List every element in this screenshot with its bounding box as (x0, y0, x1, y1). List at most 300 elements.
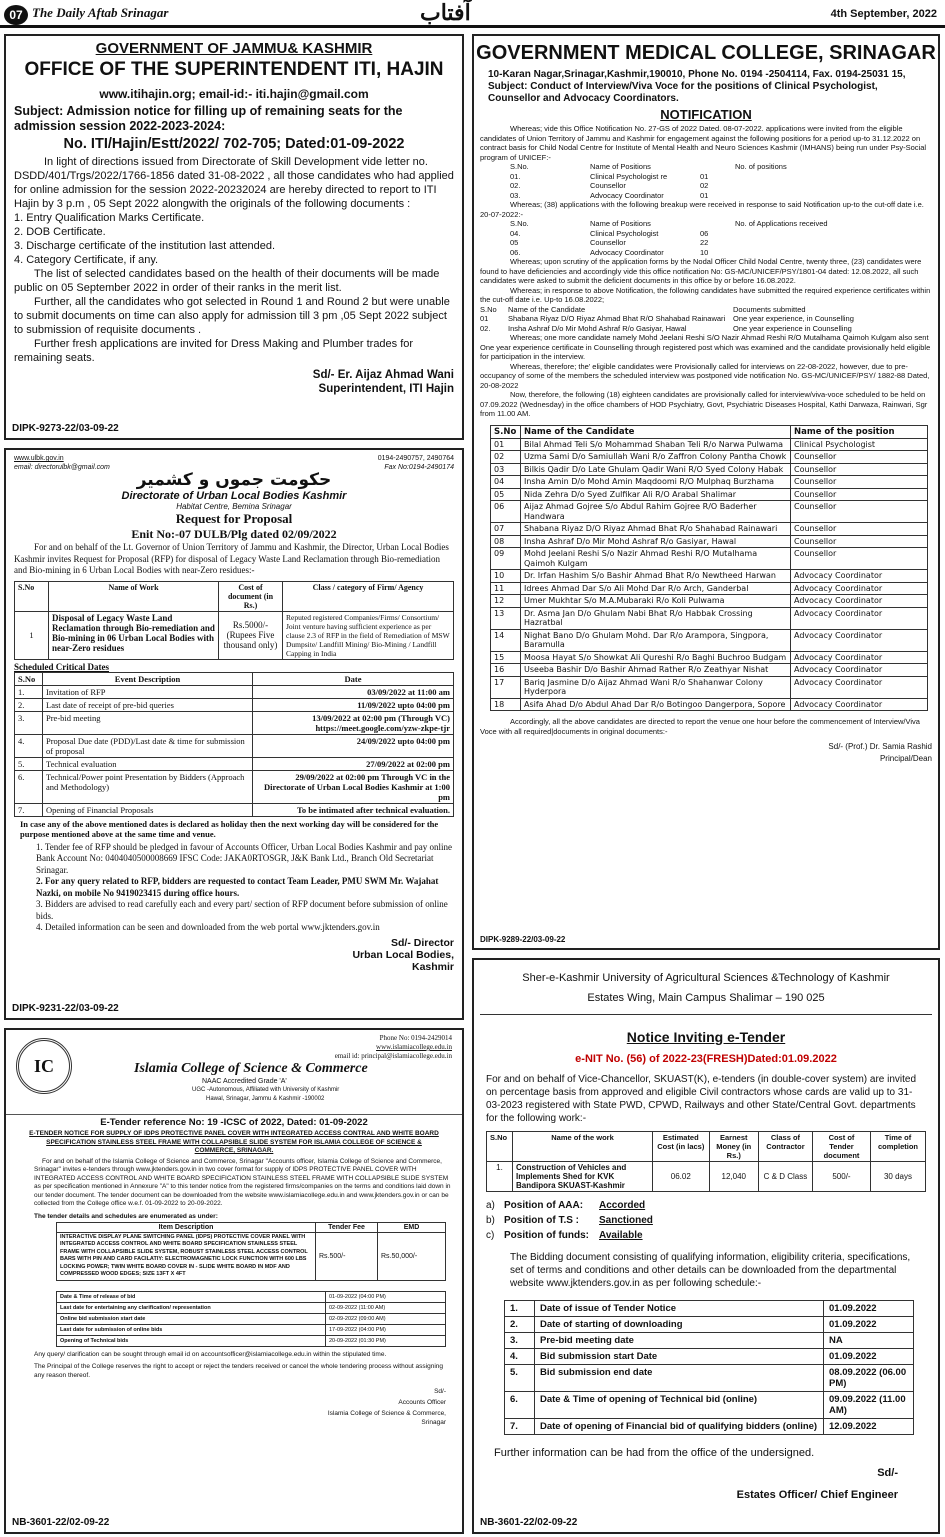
cand-position: Advocacy Coordinator (791, 607, 928, 629)
gmc-p1: Whereas; vide this Office Notification No. 27-GS of 2022 Dated. 08-07-2022. applications were invited from the eligible candidates of Union Territory of Jammu and Kashmir for engagement against the following positions for a period up-to 31.12.2022 on contract basis for Child Nodal Centre for Institute of Mental Health and Neuro Sciences Kashmir (IMHANS) being run under Psy-Social program of UNICEF:- (480, 124, 927, 162)
cand-sno: 17 (491, 676, 521, 698)
skuast-title-2: Estates Wing, Main Campus Shalimar – 190 025 (587, 992, 825, 1004)
ulb-sched-event: Technical/Power point Presentation by Bidders (Approach and Methodology) (43, 770, 253, 803)
skuast-col-cost: Estimated Cost (in lacs) (653, 1132, 710, 1162)
cand-position: Counsellor (791, 488, 928, 501)
table-row (491, 488, 928, 501)
cand-position: Advocacy Coordinator (791, 570, 928, 583)
cand-position: Advocacy Coordinator (791, 629, 928, 651)
icsc-nb: NB-3601-22/02-09-22 (12, 1517, 110, 1528)
icsc-tender-notice (4, 1028, 464, 1534)
skuast-sign-2: Estates Officer/ Chief Engineer (736, 1489, 898, 1501)
ulb-sched-col-date: Date (253, 672, 454, 685)
cand-name: Bilkis Qadir D/o Late Ghulam Qadir Wani R/O Syed Colony Habak (521, 463, 791, 476)
icsc-query: Any query/ clarification can be sought through email id on accountsofficer@islamiacollege.edu.in within the stipulated time. (34, 1350, 387, 1358)
ulb-directorate: Directorate of Urban Local Bodies Kashmir (121, 490, 347, 502)
gmc-p4: Whereas; in response to above Notification, the following candidates have submitted the required experience certificates within the cut-off date i.e. Up-to 16.08.2022; (480, 285, 931, 304)
cand-sno: 11 (491, 582, 521, 595)
ulb-note-item: 3. Bidders are advised to read carefully each and every part/ section of RFP document before submission of online bids. (36, 899, 448, 921)
gmc-t1-cell: 02. (510, 181, 521, 190)
skuast-sched-date: 08.09.2022 (06.00 PM) (824, 1365, 914, 1392)
ulb-sched-sno: 5. (15, 757, 43, 770)
ulb-col-cost: Cost of document (in Rs.) (219, 581, 283, 611)
page-number: 07 (4, 5, 28, 25)
gmc-sign-title: Principal/Dean (879, 753, 932, 763)
skuast-nb: NB-3601-22/02-09-22 (480, 1517, 578, 1528)
table-row (505, 1365, 914, 1392)
skuast-pos-letter: a) (486, 1200, 495, 1211)
icsc-col-emd: EMD (378, 1222, 446, 1232)
icsc-web: www.islamiacollege.edu.in (376, 1043, 452, 1051)
ulb-sched-sno: 1. (15, 685, 43, 698)
cand-name: Nida Zehra D/o Syed Zulfikar Ali R/O Arabal Shalimar (521, 488, 791, 501)
ulb-website: www.ulbk.gov.in (14, 455, 64, 462)
cand-sno: 13 (491, 607, 521, 629)
cand-name: Useeba Bashir D/o Bashir Ahmad Rather R/o Zeathyar Nishat (521, 664, 791, 677)
gmc-t3-cell: Insha Ashraf D/o Mir Mohd Ashraf R/o Gasiyar, Hawal (508, 323, 687, 333)
cand-name: Bariq Jasmine D/o Aijaz Ahmad Wani R/o Shahanwar Colony Hyderpora (521, 676, 791, 698)
table-row (491, 523, 928, 536)
skuast-sched-event: Date of starting of downloading (535, 1317, 824, 1333)
gmc-t3-cell: 02. (480, 323, 491, 333)
table-row (491, 629, 928, 651)
cand-position: Advocacy Coordinator (791, 676, 928, 698)
cand-col-sno: S.No (491, 425, 521, 438)
ulb-email: email: directorulbk@gmail.com (14, 464, 110, 471)
table-row (57, 1291, 446, 1302)
icsc-item-desc: INTERACTIVE DISPLAY PLANE SWITCHING PANEL (IDPS) PROTECTIVE COVER PANEL WITH INTEGRATED ACCESS CONTROL AND WHITE BOARD SPECIFICATION STAINLESS STEEL FRAME WITH COLLAPSIBLE SLIDE SYSTEM, ROBUST STAINLESS STEEL ACCESS CONTROL BARS WITH PIN AND CARD FACILATIY: ELECTROMAGNETIC LOCK FUNCTION WITH 600 LBS LOCKING POWER; TWIN WHITE BOARD COVER IN - SLIDE WHITE BOARD IN MDF AND COMPRESSED WOOD EDGES; SIZE 13FT X 4FT (57, 1232, 316, 1280)
skuast-sched-event: Bid submission start Date (535, 1349, 824, 1365)
ulb-work-table (14, 581, 454, 660)
icsc-reserve: The Principal of the College reserves the right to accept or reject the tenders received or cancel the whole tendering process without assigning any reason thereof. (34, 1363, 444, 1379)
ulb-intro: For and on behalf of the Lt. Governor of Union Territory of Jammu and Kashmir, the Director, Urban Local Bodies Kashmir invites Request for Proposal (RFP) for disposal of Legacy Waste Land Reclamation through Bio-remediation and Bio-mining in 6 Urban Local Bodies with near-Zero residues:- (14, 542, 449, 575)
icsc-dates-table (56, 1291, 446, 1347)
paper-name: The Daily Aftab Srinagar (32, 5, 169, 20)
ulb-col-class: Class / category of Firm/ Agency (283, 581, 454, 611)
skuast-pos-label: Position of T.S : (504, 1215, 579, 1226)
table-row (491, 664, 928, 677)
cand-sno: 02 (491, 451, 521, 464)
icsc-naac: NAAC Accredited Grade 'A' (202, 1078, 287, 1085)
skuast-col-doc: Cost of Tender document (812, 1132, 870, 1162)
table-row (15, 770, 454, 803)
icsc-sign-4: Srinagar (421, 1419, 446, 1426)
iti-para4: Further fresh applications are invited for Dress Making and Plumber trades for remaining seats. (14, 338, 414, 364)
gmc-p2: Whereas; (38) applications with the following breakup were received in response to said Notification up-to the cut-off date i.e. 20-07-2022:- (480, 200, 924, 219)
gmc-t1-cell: Advocacy Coordinator (590, 190, 664, 200)
icsc-sched-label: The tender details and schedules are enumerated as under: (34, 1212, 218, 1220)
iti-doc-item: 1. Entry Qualification Marks Certificate. (14, 212, 205, 224)
gmc-heading: NOTIFICATION (660, 107, 752, 122)
table-row (491, 438, 928, 451)
issue-date: 4th September, 2022 (830, 8, 937, 20)
gmc-t3-h1: Name of the Candidate (508, 304, 586, 314)
skuast-sched-sno: 7. (505, 1419, 535, 1435)
icsc-logo: IC (16, 1038, 72, 1094)
gmc-applications-table (510, 219, 932, 257)
skuast-sched-event: Date of issue of Tender Notice (535, 1301, 824, 1317)
cand-position: Advocacy Coordinator (791, 698, 928, 711)
table-row (491, 651, 928, 664)
ulb-fax: Fax No:0194-2490174 (384, 464, 454, 471)
gmc-p3: Whereas; upon scrutiny of the application forms by the Nodal Officer Child Nodal Centre, twenty three, (23) candidates were found to have deficiencies and accordingly vide this office notification No: GS-MC/UNICEF/PSY/1801-04 dated: 12.08.2022, all such candidates were asked to submit the deficient documents in this office by or before 16.08.2022. (480, 257, 922, 285)
icsc-item-table (56, 1222, 446, 1281)
ulb-sched-event: Technical evaluation (43, 757, 253, 770)
ulb-sched-col-sno: S.No (15, 672, 43, 685)
ulb-sched-event: Invitation of RFP (43, 685, 253, 698)
ulb-notes (36, 842, 454, 934)
icsc-date-value: 02-09-2022 (09:00 AM) (326, 1313, 446, 1324)
cand-position: Counsellor (791, 523, 928, 536)
iti-gov: GOVERNMENT OF JAMMU& KASHMIR (95, 40, 373, 57)
icsc-col-fee: Tender Fee (316, 1222, 378, 1232)
cand-col-name: Name of the Candidate (521, 425, 791, 438)
table-row (505, 1419, 914, 1435)
table-row (491, 582, 928, 595)
skuast-pos-value: Accorded (599, 1200, 646, 1211)
ulb-sched-event: Pre-bid meeting (43, 711, 253, 734)
gmc-t1-cell: Clinical Psychologist re (590, 171, 668, 181)
skuast-work-class: C & D Class (758, 1162, 812, 1192)
cand-position: Counsellor (791, 476, 928, 489)
icsc-body: For and on behalf of the Islamia College of Science and Commerce, Srinagar "Accounts officer, Islamia College of Science and Commerce, Srinagar" invites e-tenders through www.jktenders.gov.in in two cover format for supply of IDPS PROTECTIVE PANEL COVER WITH INTEGRATED ACCESS CONTROL AND WHITE BOARD SPECIFICATION STAINLESS STEEL FRAME WITH COLLAPSIBLE SLIDE SYSTEM as per specification mentioned in Annexure "A" to this tender notice from the registered firms/companies on the terms and conditions laid down in our tender document. The tender document can be downloaded from the website www.islamiacollege.edu.in and www.jktenders.gov.in or can be collected from the College office w.e.f. 01-09-2022 to 20-09-2022. (34, 1157, 451, 1207)
gmc-t2-cell: Advocacy Coordinator (590, 247, 664, 257)
ulb-col-sno: S.No (15, 581, 49, 611)
cand-name: Insha Ashraf D/o Mir Mohd Ashraf R/o Gasiyar, Hawal (521, 535, 791, 548)
ulb-sched-col-event: Event Description (43, 672, 253, 685)
gmc-t2-cell: 06 (700, 228, 709, 238)
skuast-work-sno: 1. (487, 1162, 513, 1192)
table-row (505, 1333, 914, 1349)
table-row (491, 451, 928, 464)
ulb-sched-sno: 6. (15, 770, 43, 803)
icsc-item-emd: Rs.50,000/- (378, 1232, 446, 1280)
cand-sno: 10 (491, 570, 521, 583)
table-row (491, 548, 928, 570)
gmc-t3-cell: Shabana Riyaz D/O Riyaz Ahmad Bhat R/O Shahabad Rainawari (508, 314, 726, 323)
iti-doc-item: 3. Discharge certificate of the institution last attended. (14, 240, 276, 252)
gmc-t2-cell: 10 (700, 247, 709, 257)
ulb-address: Habitat Centre, Bemina Srinagar (176, 502, 292, 511)
iti-para1: In light of directions issued from Directorate of Skill Development vide letter no. DSDD/401/Trgs/2022/1766-1856 dated 31-08-2022 , all those candidates who had applied for online admission for the session 2022-20232024 are hereby directed to report to ITI Hajin by 3 p.m , 05 Sept 2022 alongwith the originals of the following documents : (14, 156, 454, 210)
skuast-intro: For and on behalf of Vice-Chancellor, SKUAST(K), e-tenders (in double-cover system) are invited on percentage basis from approved and eligible Civil contractors whose cards are valid up to 31-03-2023 registered with State PWD, CPWD, Railways and other State/Central Govt. departments for the following work:- (486, 1074, 917, 1124)
iti-subject: Subject: Admission notice for filling up of remaining seats for the admission session 2022-2023-2024: (14, 104, 403, 133)
cand-name: Bilal Ahmad Teli S/o Mohammad Shaban Teli R/o Narwa Pulwama (521, 438, 791, 451)
masthead-logo: آفتاب (420, 0, 471, 26)
skuast-col-time: Time of completion (870, 1132, 925, 1162)
skuast-work-cost: 06.02 (653, 1162, 710, 1192)
ulb-sched-event: Proposal Due date (PDD)/Last date & time for submission of proposal (43, 734, 253, 757)
ulb-sched-sno: 2. (15, 698, 43, 711)
ulb-sched-date: To be intimated after technical evaluation. (253, 803, 454, 816)
iti-contact: www.itihajin.org; email-id:- iti.hajin@gmail.com (99, 87, 369, 101)
cand-position: Counsellor (791, 501, 928, 523)
skuast-sched-sno: 6. (505, 1392, 535, 1419)
gmc-t1-h2: No. of positions (735, 162, 787, 171)
skuast-sched-event: Date of opening of Financial bid of qualifying bidders (online) (535, 1419, 824, 1435)
cand-position: Advocacy Coordinator (791, 651, 928, 664)
icsc-phone: Phone No: 0194-2429014 (379, 1034, 452, 1042)
icsc-addr: Hawal, Srinagar, Jammu & Kashmir -190002 (206, 1096, 325, 1102)
cand-sno: 08 (491, 535, 521, 548)
iti-para2: The list of selected candidates based on the health of their documents will be made public on 05 September 2022 in order of their ranks in the merit list. (14, 268, 440, 294)
ulb-enit: Enit No:-07 DULB/Plg dated 02/09/2022 (131, 527, 337, 541)
cand-sno: 09 (491, 548, 521, 570)
ulb-sched-date: 29/09/2022 at 02:00 pm Through VC in the Directorate of Urban Local Bodies Kashmir at 1:00 pm (253, 770, 454, 803)
cand-position: Counsellor (791, 451, 928, 464)
icsc-email: email id: principal@islamiacollege.edu.in (334, 1052, 452, 1060)
icsc-sign-3: Islamia College of Science & Commerce, (327, 1410, 446, 1417)
ulb-sched-title: Scheduled Critical Dates (14, 661, 109, 672)
table-row (491, 463, 928, 476)
icsc-date-label: Online bid submission start date (57, 1313, 326, 1324)
table-row (15, 698, 454, 711)
icsc-subject: E-TENDER NOTICE FOR SUPPLY OF IDPS PROTECTIVE PANEL COVER WITH INTEGRATED ACCESS CONTRAL AND WHITE BOARD SPECIFICATION STAINLESS STEEL FRAME WITH COLLAPSIBLE SLIDE SYSTEM FOR ISLAMIA COLLEGE OF SCIENCE & COMMERCE, SRINAGAR. (29, 1130, 439, 1154)
table-row (57, 1302, 446, 1313)
icsc-date-value: 17-09-2022 (04:00 PM) (326, 1324, 446, 1335)
ulb-rfp-notice (4, 448, 464, 1020)
cand-sno: 06 (491, 501, 521, 523)
gmc-t3-h2: Documents submitted (733, 304, 806, 314)
cand-name: Insha Amin D/o Mohd Amin Maqdoomi R/O Mulphaq Burzhama (521, 476, 791, 489)
gmc-t1-cell: 01 (700, 190, 709, 200)
cand-sno: 14 (491, 629, 521, 651)
gmc-positions-table (510, 162, 932, 200)
ulb-work-class: Reputed registered Companies/Firms/ Consortium/ Joint venture having sufficient experience as per clause 2.3 of RFP in the field of Remediation of MSW Dumpsite/ Landfill Mining/ Bio-Mining / Landfill Capping in India (283, 611, 454, 659)
cand-name: Uzma Sami D/o Samiullah Wani R/o Zaffron Colony Pantha Chowk (521, 451, 791, 464)
table-row (57, 1313, 446, 1324)
gmc-p7: Now, therefore, the following (18) eighteen candidates are provisionally called for interview/viva-voce scheduled to be held on 07.09.2022 (Wednesday) in the office chambers of HOD Psychiatry, Govt, Psychiatric Diseases Hospital, Kathi Darwaza, Rainwari, Sgr from 11.00 AM. (480, 390, 928, 418)
skuast-pos-value: Sanctioned (599, 1215, 653, 1226)
skuast-sched-event: Date & Time of opening of Technical bid (online) (535, 1392, 824, 1419)
cand-position: Advocacy Coordinator (791, 664, 928, 677)
cand-sno: 07 (491, 523, 521, 536)
table-row (15, 803, 454, 816)
skuast-pos-letter: c) (486, 1230, 495, 1241)
ulb-phone: 0194-2490757, 2490764 (377, 455, 454, 462)
skuast-sched-date: NA (824, 1333, 914, 1349)
gmc-p6: Whereas, therefore; the' eligible candidates were Provisionally called for interviews on 22-08-2022, however, due to pre-occupancy of some of the members the scheduled interview was postponed vide notification No. GS-MC/UNICEF/PSY/ 1882-88 Dated, 20-08-2022 (480, 361, 930, 390)
ulb-schedule-table (14, 672, 454, 817)
icsc-sign-1: Sd/- (434, 1388, 446, 1395)
iti-office: OFFICE OF THE SUPERINTENDENT ITI, HAJIN (24, 59, 444, 80)
table-row (491, 595, 928, 608)
skuast-tender-notice (472, 958, 940, 1534)
icsc-date-label: Date & Time of release of bid (57, 1291, 326, 1302)
skuast-pos-label: Position of AAA: (504, 1200, 584, 1211)
skuast-sched-sno: 5. (505, 1365, 535, 1392)
cand-sno: 18 (491, 698, 521, 711)
gmc-notice (472, 34, 940, 950)
skuast-col-sno: S.No (487, 1132, 513, 1162)
newspaper-header (0, 0, 945, 28)
gmc-t2-cell: Counsellor (590, 238, 626, 247)
ulb-dipk: DIPK-9231-22/03-09-22 (12, 1003, 119, 1014)
table-row (15, 711, 454, 734)
ulb-note-item: 1. Tender fee of RFP should be pledged in favour of Accounts Officer, Urban Local Bodies Kashmir and pay online Bank Account No: 0404040500008669 IFSC Code: JAKA0RTOSGR, J&K Bank Ltd., Branch Old Secretariat Srinagar. (36, 841, 452, 875)
ulb-note-item: 2. For any query related to RFP, bidders are requested to contact Team Leader, PMU SWM Mr. Wajahat Nazki, on mobile No 9419023415 during office hours. (36, 876, 439, 898)
gmc-t2-cell: 06. (510, 247, 521, 257)
gmc-submitted-table (480, 305, 932, 334)
ulb-sign-1: Sd/- Director (390, 936, 454, 949)
cand-sno: 03 (491, 463, 521, 476)
cand-sno: 15 (491, 651, 521, 664)
table-row (491, 570, 928, 583)
table-row (57, 1324, 446, 1335)
skuast-col-emd: Earnest Money (in Rs.) (709, 1132, 758, 1162)
ulb-sched-sno: 7. (15, 803, 43, 816)
ulb-sched-date: 03/09/2022 at 11:00 am (253, 685, 454, 698)
iti-doc-item: 4. Category Certificate, if any. (14, 254, 159, 266)
skuast-schedule-table (504, 1300, 914, 1435)
skuast-sched-sno: 4. (505, 1349, 535, 1365)
ulb-sched-date: 24/09/2022 upto 04:00 pm (253, 734, 454, 757)
gmc-dipk: DIPK-9289-22/03-09-22 (480, 935, 566, 944)
cand-name: Shabana Riyaz D/O Riyaz Ahmad Bhat R/o Shahabad Rainawari (521, 523, 791, 536)
icsc-date-label: Last date for submission of online bids (57, 1324, 326, 1335)
skuast-col-work: Name of the work (513, 1132, 653, 1162)
skuast-notice: Notice Inviting e-Tender (626, 1029, 786, 1045)
skuast-work-emd: 12,040 (709, 1162, 758, 1192)
ulb-holiday-note: In case any of the above mentioned dates is declared as holiday then the next working day will be considered for the purpose mentioned above at the same time and venue. (20, 818, 439, 839)
skuast-pos-letter: b) (486, 1215, 495, 1226)
table-row (505, 1301, 914, 1317)
gmc-t2-h1: Name of Positions (590, 219, 651, 228)
iti-sign-title: Superintendent, ITI Hajin (318, 383, 454, 395)
gmc-address: 10-Karan Nagar,Srinagar,Kashmir,190010, Phone No. 0194 -2504114, Fax. 0194-25031 15, (488, 69, 906, 80)
iti-dipk: DIPK-9273-22/03-09-22 (12, 423, 119, 434)
skuast-positions (486, 1198, 926, 1243)
gmc-candidates-table (490, 425, 928, 712)
cand-name: Idrees Ahmad Dar S/o Ali Mohd Dar R/o Arch, Ganderbal (521, 582, 791, 595)
cand-name: Moosa Hayat S/o Showkat Ali Qureshi R/o Baghi Buchroo Budgam (521, 651, 791, 664)
table-row (15, 757, 454, 770)
skuast-pos-label: Position of funds: (504, 1230, 589, 1241)
table-row (491, 476, 928, 489)
table-row (15, 734, 454, 757)
skuast-further: Further information can be had from the office of the undersigned. (494, 1447, 815, 1459)
icsc-date-label: Opening of Technical bids (57, 1335, 326, 1346)
cand-name: Dr. Asma Jan D/o Ghulam Nabi Bhat R/o Habbak Crossing Hazratbal (521, 607, 791, 629)
gmc-t3-h0: S.No (480, 304, 497, 314)
ulb-sched-sno: 3. (15, 711, 43, 734)
ulb-sign-2: Urban Local Bodies, (352, 948, 454, 961)
skuast-sched-date: 12.09.2022 (824, 1419, 914, 1435)
cand-sno: 12 (491, 595, 521, 608)
skuast-sched-event: Pre-bid meeting date (535, 1333, 824, 1349)
skuast-title-1: Sher-e-Kashmir University of Agricultural Sciences &Technology of Kashmir (522, 972, 890, 984)
gmc-t2-cell: Clinical Psychologist (590, 228, 659, 238)
gmc-t2-cell: 22 (700, 238, 709, 247)
gmc-subject: Subject: Conduct of Interview/Viva Voce for the positions of Clinical Psychologist, Counsellor and Advocacy Coordinators. (488, 81, 878, 104)
iti-hajin-notice (4, 34, 464, 440)
ulb-note-item: 4. Detailed information can be seen and downloaded from the web portal www.jktenders.gov.in (36, 922, 380, 932)
iti-doc-list (14, 211, 454, 267)
ulb-urdu-title: حکومت جموں و کشمیر (136, 470, 332, 490)
gmc-t1-cell: 01. (510, 171, 521, 181)
skuast-col-class: Class of Contractor (758, 1132, 812, 1162)
icsc-date-value: 02-09-2022 (11:00 AM) (326, 1302, 446, 1313)
skuast-sched-sno: 1. (505, 1301, 535, 1317)
cand-name: Mohd Jeelani Reshi S/o Nazir Ahmad Reshi R/O Mutalhama Qaimoh Kulgam (521, 548, 791, 570)
ulb-work-name: Disposal of Legacy Waste Land Reclamation through Bio-remediation and Bio-mining in 06 Urban Local Bodies with near-Zero residues (49, 611, 219, 659)
table-row (505, 1317, 914, 1333)
gmc-t2-h0: S.No. (510, 219, 529, 228)
skuast-sched-date: 01.09.2022 (824, 1301, 914, 1317)
skuast-sched-sno: 2. (505, 1317, 535, 1333)
icsc-ref: E-Tender reference No: 19 -ICSC of 2022, Dated: 01-09-2022 (6, 1114, 462, 1128)
table-row (15, 685, 454, 698)
skuast-work-table (486, 1131, 926, 1192)
gmc-title: GOVERNMENT MEDICAL COLLEGE, SRINAGAR (476, 42, 936, 64)
ulb-work-sno: 1 (15, 611, 49, 659)
gmc-t3-cell: One year experience, in Counselling (733, 314, 854, 323)
cand-sno: 16 (491, 664, 521, 677)
icsc-col-item: Item Description (57, 1222, 316, 1232)
cand-position: Counsellor (791, 535, 928, 548)
ulb-col-work: Name of Work (49, 581, 219, 611)
icsc-name: Islamia College of Science & Commerce (134, 1061, 368, 1076)
skuast-enit: e-NIT No. (56) of 2022-23(FRESH)Dated:01.09.2022 (575, 1053, 837, 1065)
table-row (505, 1349, 914, 1365)
gmc-t1-cell: 02 (700, 181, 709, 190)
gmc-t1-cell: Counsellor (590, 181, 626, 190)
iti-para3: Further, all the candidates who got selected in Round 1 and Round 2 but were unable to submit documents on time can also apply for admission till 3 pm ,05 Sept 2022 subject to submission of requisite documents . (14, 296, 450, 336)
table-row (491, 698, 928, 711)
gmc-sign-name: Sd/- (Prof.) Dr. Samia Rashid (828, 742, 932, 751)
cand-position: Advocacy Coordinator (791, 582, 928, 595)
ulb-sched-date: 27/09/2022 at 02:00 pm (253, 757, 454, 770)
gmc-t2-cell: 05 (510, 238, 519, 247)
skuast-work-name: Construction of Vehicles and Implements Shed for KVK Bandipora SKUAST-Kashmir (513, 1162, 653, 1192)
icsc-item-fee: Rs.500/- (316, 1232, 378, 1280)
skuast-sched-date: 01.09.2022 (824, 1349, 914, 1365)
table-row (491, 676, 928, 698)
ulb-rfp-title: Request for Proposal (175, 511, 293, 526)
skuast-pos-value: Available (599, 1230, 643, 1241)
gmc-t3-cell: One year experience in Counselling (733, 323, 852, 333)
gmc-t1-cell: 03. (510, 190, 521, 200)
cand-name: Aijaz Ahmad Gojree S/o Abdul Rahim Gojree R/O Baderher Handwara (521, 501, 791, 523)
skuast-sched-date: 01.09.2022 (824, 1317, 914, 1333)
ulb-sign-3: Kashmir (411, 960, 454, 973)
ulb-work-cost: Rs.5000/- (Rupees Five thousand only) (219, 611, 283, 659)
cand-position: Counsellor (791, 548, 928, 570)
cand-name: Umer Mukhtar S/o M.A.Mubaraki R/o Koli Pulwama (521, 595, 791, 608)
table-row (491, 607, 928, 629)
cand-position: Clinical Psychologist (791, 438, 928, 451)
cand-sno: 05 (491, 488, 521, 501)
iti-sign-name: Sd/- Er. Aijaz Ahmad Wani (312, 369, 454, 381)
icsc-ugc: UGC -Autonomous, Affiliated with University of Kashmir (192, 1087, 340, 1093)
ulb-sched-date: 11/09/2022 upto 04:00 pm (253, 698, 454, 711)
iti-doc-item: 2. DOB Certificate. (14, 226, 106, 238)
cand-position: Advocacy Coordinator (791, 595, 928, 608)
skuast-work-doc: 500/- (812, 1162, 870, 1192)
icsc-date-value: 20-09-2022 (01:30 PM) (326, 1335, 446, 1346)
gmc-t1-h1: Name of Positions (590, 162, 651, 171)
cand-sno: 01 (491, 438, 521, 451)
table-row (57, 1335, 446, 1346)
ulb-sched-event: Opening of Financial Proposals (43, 803, 253, 816)
skuast-bidding: The Bidding document consisting of qualifying information, eligibility criteria, specifications, set of terms and conditions and other details can be downloaded from the departmental website www.jktenders.gov.in as per following schedule:- (510, 1252, 911, 1289)
cand-name: Dr. Irfan Hashim S/o Bashir Ahmad Bhat R/o Newtheed Harwan (521, 570, 791, 583)
skuast-sign-1: Sd/- (877, 1467, 898, 1479)
icsc-date-label: Last date for entertaining any clarification/ representation (57, 1302, 326, 1313)
cand-name: Asifa Ahad D/o Abdul Ahad Dar R/o Botingoo Dangerpora, Sopore (521, 698, 791, 711)
ulb-sched-event: Last date of receipt of pre-bid queries (43, 698, 253, 711)
skuast-sched-date: 09.09.2022 (11.00 AM) (824, 1392, 914, 1419)
